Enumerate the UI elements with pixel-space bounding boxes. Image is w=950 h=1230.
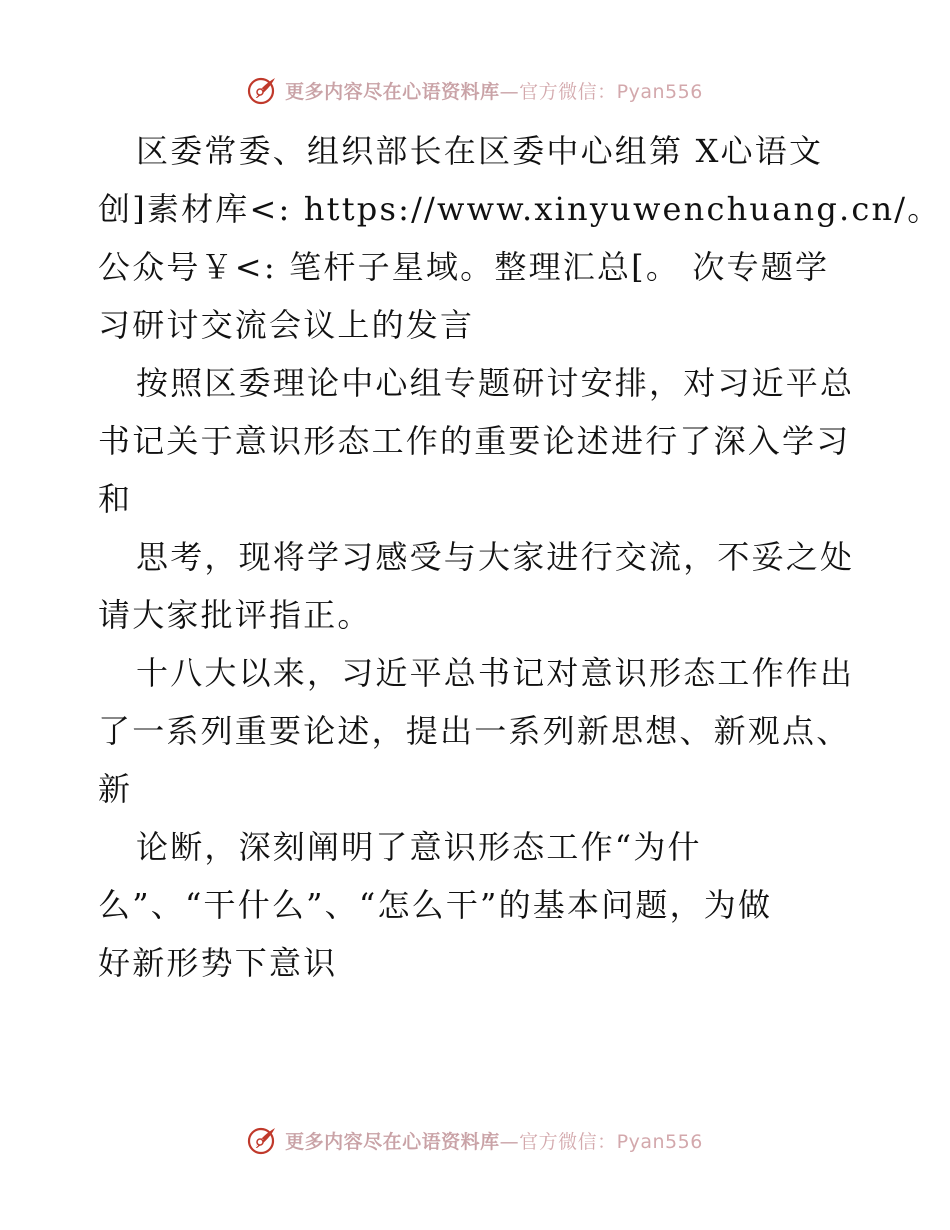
body-line-3: 公众号￥<: 笔杆子星域。整理汇总[。 次专题学 <box>98 248 830 286</box>
header-banner-text <box>285 77 703 104</box>
body-line-1: 区委常委、组织部长在区委中心组第 X心语文 <box>136 132 824 170</box>
body-line-13: 论断，深刻阐明了意识形态工作“为什 <box>136 828 702 866</box>
header-banner-wechat: 官方微信：Pyan556 <box>519 80 703 103</box>
feather-pen-logo-icon <box>247 74 279 106</box>
body-line-5: 按照区委理论中心组专题研讨安排，对习近平总 <box>136 364 855 402</box>
body-line-4: 习研讨交流会议上的发言 <box>98 306 475 344</box>
body-line-6: 书记关于意识形态工作的重要论述进行了深入学习 <box>98 422 851 460</box>
body-line-11: 了一系列重要论述，提出一系列新思想、新观点、 <box>98 712 851 750</box>
footer-banner-wechat: 官方微信：Pyan556 <box>519 1130 703 1153</box>
body-line-12: 新 <box>98 770 133 808</box>
body-line-14: 么”、“干什么”、“怎么干”的基本问题，为做 <box>98 886 773 924</box>
footer-banner-separator: — <box>499 1130 520 1153</box>
body-line-15: 好新形势下意识 <box>98 944 338 982</box>
body-line-2: 创]素材库<: https://www.xinyuwenchuang.cn/。 <box>98 190 942 228</box>
footer-banner-title: 更多内容尽在心语资料库 <box>285 1130 500 1153</box>
body-line-8: 思考，现将学习感受与大家进行交流，不妥之处 <box>136 538 855 576</box>
body-line-10: 十八大以来，习近平总书记对意识形态工作作出 <box>136 654 855 692</box>
header-banner <box>0 70 950 110</box>
footer-banner-text <box>285 1127 703 1154</box>
document-body <box>98 122 942 992</box>
footer-banner <box>0 1120 950 1160</box>
header-banner-title: 更多内容尽在心语资料库 <box>285 80 500 103</box>
body-line-9: 请大家批评指正。 <box>98 596 372 634</box>
body-line-7: 和 <box>98 480 133 518</box>
feather-pen-logo-icon <box>247 1124 279 1156</box>
header-banner-separator: — <box>499 80 520 103</box>
